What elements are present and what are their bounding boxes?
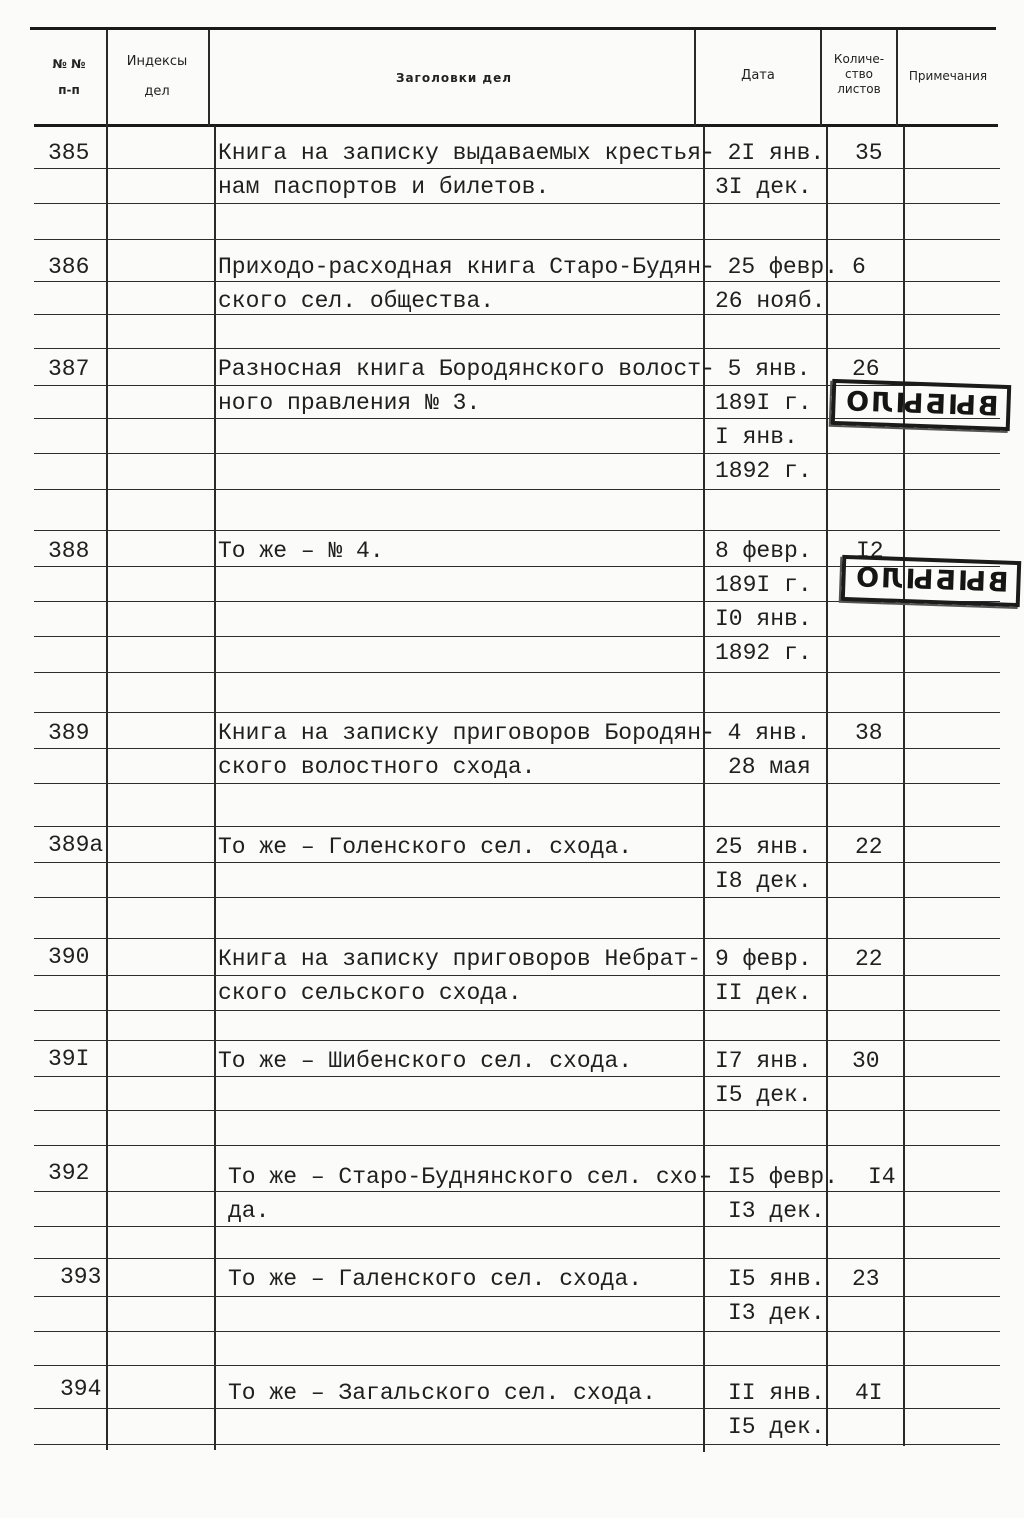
row-date-line: 189I г. — [715, 572, 812, 598]
row-line — [34, 1331, 1000, 1332]
row-date-line: I5 дек. — [728, 1414, 825, 1440]
header-index — [110, 54, 204, 100]
row-title-line: То же – Загальского сел. схода. — [228, 1380, 656, 1406]
row-date-line: I3 дек. — [728, 1198, 825, 1224]
row-sheets: 30 — [852, 1048, 880, 1074]
row-sheets: 35 — [855, 140, 883, 166]
row-title-line: ного правления № 3. — [218, 390, 481, 416]
row-title-line: Книга на записку приговоров Бородян- — [218, 720, 715, 746]
row-sheets: 6 — [852, 254, 866, 280]
row-date-line: 9 февр. — [715, 946, 812, 972]
row-sheets: 26 — [852, 356, 880, 382]
row-number: 386 — [48, 254, 90, 280]
row-date-line: II дек. — [715, 980, 812, 1006]
row-date-line: 189I г. — [715, 390, 812, 416]
row-date-line: 1892 г. — [715, 458, 812, 484]
row-number: 389а — [48, 832, 104, 858]
row-line — [34, 530, 1000, 531]
withdrawn-stamp: ВЫБЫЛО — [831, 379, 1011, 431]
header-num — [36, 56, 102, 98]
row-title-line: нам паспортов и билетов. — [218, 174, 550, 200]
row-date-line: II янв. — [728, 1380, 825, 1406]
col-divider-2b — [214, 126, 216, 1450]
row-line — [34, 636, 1000, 637]
row-number: 393 — [60, 1264, 102, 1290]
row-line — [34, 239, 1000, 240]
row-line — [34, 712, 1000, 713]
row-sheets: 22 — [855, 946, 883, 972]
row-title-line: То же – Старо-Буднянского сел. схо- — [228, 1164, 712, 1190]
row-number: 394 — [60, 1376, 102, 1402]
row-line — [34, 1040, 1000, 1041]
col-divider-3 — [694, 30, 696, 126]
row-line — [34, 938, 1000, 939]
row-title-line: То же – Голенского сел. схода. — [218, 834, 633, 860]
row-date-line: I8 дек. — [715, 868, 812, 894]
header-sheets — [822, 52, 896, 97]
row-title-line: Приходо-расходная книга Старо-Будян- — [218, 254, 715, 280]
withdrawn-stamp: ВЫБЫЛО — [841, 555, 1021, 607]
row-title-line: Книга на записку приговоров Небрат- — [218, 946, 702, 972]
row-number: 392 — [48, 1160, 90, 1186]
header-sheets-line-1: Количе- — [833, 52, 885, 66]
row-date-line: 3I дек. — [715, 174, 812, 200]
row-title-line: То же – Шибенского сел. схода. — [218, 1048, 633, 1074]
header-num-line-1: № № — [52, 57, 86, 71]
col-divider-5b — [903, 126, 905, 1446]
row-title-line: Книга на записку выдаваемых крестья- — [218, 140, 715, 166]
col-divider-2 — [208, 30, 210, 126]
row-line — [34, 672, 1000, 673]
row-line — [34, 1226, 1000, 1227]
row-date-line: 28 мая — [728, 754, 811, 780]
col-divider-1 — [106, 30, 108, 1450]
row-number: 389 — [48, 720, 90, 746]
row-line — [34, 1110, 1000, 1111]
row-line — [34, 1296, 1000, 1297]
row-date-line: 26 нояб. — [715, 288, 826, 314]
row-title-line: да. — [228, 1198, 270, 1224]
header-num-line-2: п-п — [58, 83, 80, 97]
row-line — [34, 1444, 1000, 1445]
row-date-line: I янв. — [715, 424, 798, 450]
row-line — [34, 489, 1000, 490]
header-title: Заголовки дел — [395, 71, 513, 85]
row-title-line: ского волостного схода. — [218, 754, 536, 780]
row-line — [34, 1258, 1000, 1259]
row-line — [34, 1145, 1000, 1146]
header-sheets-line-3: листов — [837, 82, 881, 96]
row-date-line: - 2I янв. — [700, 140, 825, 166]
row-title-line: Разносная книга Бородянского волост- — [218, 356, 715, 382]
row-line — [34, 314, 1000, 315]
header-bottom-border — [34, 124, 998, 127]
row-date-line: I7 янв. — [715, 1048, 812, 1074]
row-line — [34, 897, 1000, 898]
row-date-line: - 4 янв. — [700, 720, 811, 746]
row-date-line: I0 янв. — [715, 606, 812, 632]
col-divider-3b — [703, 126, 705, 1452]
row-number: 390 — [48, 944, 90, 970]
row-sheets: 4I — [855, 1380, 883, 1406]
row-number: 39I — [48, 1046, 90, 1072]
row-date-line: 8 февр. — [715, 538, 812, 564]
row-line — [34, 1010, 1000, 1011]
row-number: 387 — [48, 356, 90, 382]
row-sheets: 22 — [855, 834, 883, 860]
header-notes: Примечания — [908, 69, 988, 83]
row-line — [34, 1365, 1000, 1366]
row-date-line: I3 дек. — [728, 1300, 825, 1326]
row-date-line: - I5 февр. — [700, 1164, 839, 1190]
row-title-line: То же – Галенского сел. схода. — [228, 1266, 643, 1292]
row-date-line: 1892 г. — [715, 640, 812, 666]
top-border — [30, 27, 996, 30]
row-sheets: 38 — [855, 720, 883, 746]
row-line — [34, 348, 1000, 349]
row-title-line: ского сельского схода. — [218, 980, 522, 1006]
row-number: 388 — [48, 538, 90, 564]
header-date: Дата — [741, 68, 775, 83]
row-date-line: I5 дек. — [715, 1082, 812, 1108]
row-number: 385 — [48, 140, 90, 166]
row-title-line: ского сел. общества. — [218, 288, 495, 314]
row-sheets: I2 — [856, 538, 884, 564]
row-date-line: - 5 янв. — [700, 356, 811, 382]
row-line — [34, 826, 1000, 827]
row-date-line: I5 янв. — [728, 1266, 825, 1292]
header-sheets-line-2: ство — [844, 67, 873, 81]
row-sheets: 23 — [852, 1266, 880, 1292]
header-index-line-2: дел — [144, 84, 170, 99]
col-divider-4b — [826, 126, 828, 1446]
row-date-line: 25 янв. — [715, 834, 812, 860]
row-title-line: То же – № 4. — [218, 538, 384, 564]
row-line — [34, 453, 1000, 454]
row-sheets: I4 — [868, 1164, 896, 1190]
row-date-line: - 25 февр. — [700, 254, 839, 280]
header-index-line-1: Индексы — [126, 54, 188, 69]
